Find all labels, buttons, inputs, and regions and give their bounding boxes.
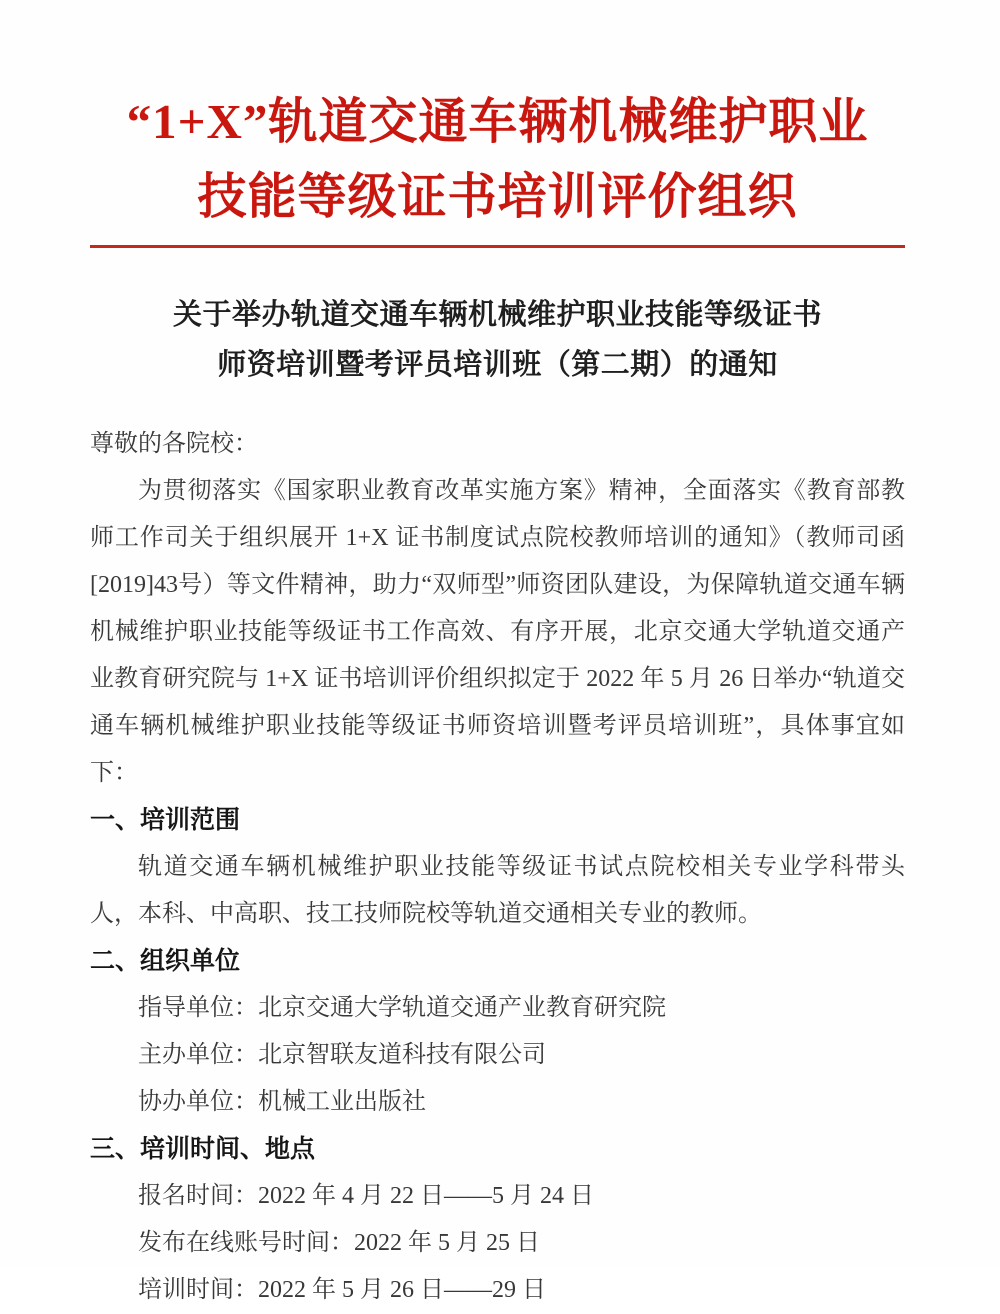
section-heading-time-location: 三、培训时间、地点 bbox=[90, 1135, 316, 1163]
training-time: 培训时间：2022 年 5 月 26 日——29 日 bbox=[138, 1277, 546, 1303]
notice-title-line2: 师资培训暨考评员培训班（第二期）的通知 bbox=[217, 349, 778, 381]
account-release-time: 发布在线账号时间：2022 年 5 月 25 日 bbox=[138, 1230, 540, 1256]
notice-title bbox=[90, 290, 905, 390]
document-header bbox=[90, 0, 905, 390]
organizer-host-unit: 主办单位：北京智联友道科技有限公司 bbox=[138, 1042, 546, 1068]
notice-title-line1: 关于举办轨道交通车辆机械维护职业技能等级证书 bbox=[172, 299, 822, 331]
org-title bbox=[90, 0, 905, 234]
organizer-guidance-unit: 指导单位：北京交通大学轨道交通产业教育研究院 bbox=[138, 995, 666, 1021]
salutation: 尊敬的各院校： bbox=[90, 431, 258, 457]
notice-body bbox=[90, 421, 905, 1314]
registration-time: 报名时间：2022 年 4 月 22 日——5 月 24 日 bbox=[138, 1183, 594, 1209]
section-heading-organizers: 二、组织单位 bbox=[90, 947, 241, 975]
training-scope-paragraph: 轨道交通车辆机械维护职业技能等级证书试点院校相关专业学科带头人，本科、中高职、技工技师院校等轨道交通相关专业的教师。 bbox=[90, 854, 905, 927]
section-heading-training-scope: 一、培训范围 bbox=[90, 806, 241, 834]
title-divider-rule bbox=[90, 245, 905, 248]
org-title-line1: “1+X”轨道交通车辆机械维护职业 bbox=[126, 94, 869, 149]
organizer-co-organizer-unit: 协办单位：机械工业出版社 bbox=[138, 1089, 426, 1115]
org-title-line2: 技能等级证书培训评价组织 bbox=[197, 169, 798, 224]
intro-paragraph: 为贯彻落实《国家职业教育改革实施方案》精神，全面落实《教育部教师工作司关于组织展开 1+X 证书制度试点院校教师培训的通知》（教师司函[2019]43号）等文件精神，助力“双师型”师资团队建设，为保障轨道交通车辆机械维护职业技能等级证书工作高效、有序开展，北京交通大学轨道交通产业教育研究院与 1+X 证书培训评价组织拟定于 2022 年 5 月 26 日举办“轨道交通车辆机械维护职业技能等级证书师资培训暨考评员培训班”，具体事宜如下： bbox=[90, 478, 905, 786]
